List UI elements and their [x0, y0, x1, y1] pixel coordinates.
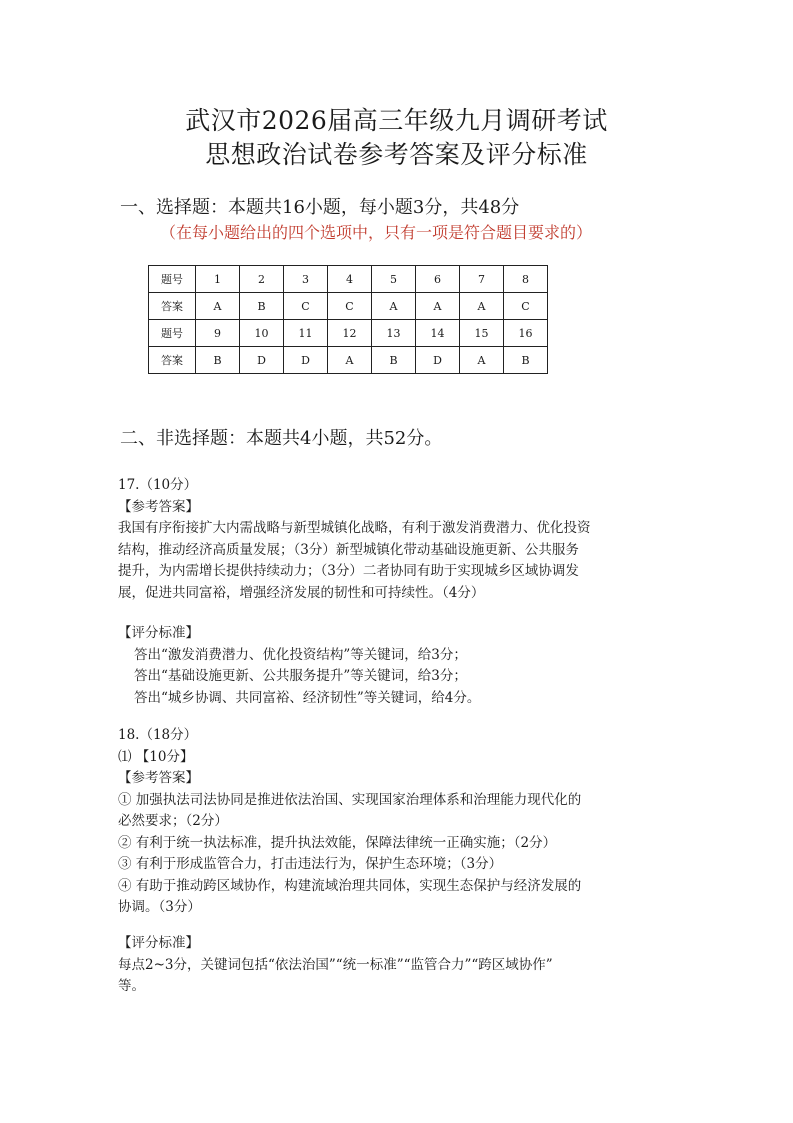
table-cell: A — [460, 293, 504, 320]
table-cell: 3 — [284, 266, 328, 293]
table-cell: 16 — [504, 320, 548, 347]
table-cell: 12 — [328, 320, 372, 347]
sub-question-label: ⑴ 【10分】 — [118, 748, 194, 765]
table-cell: 5 — [372, 266, 416, 293]
table-cell: 6 — [416, 266, 460, 293]
choice-answer-table — [148, 265, 548, 374]
question-18-criteria — [118, 933, 678, 998]
criteria-line: 每点2~3分，关键词包括“依法治国”“统一标准”“监管合力”“跨区域协作” — [118, 956, 553, 973]
question-17-answer — [118, 475, 678, 604]
table-cell: 15 — [460, 320, 504, 347]
reference-answer-label: 【参考答案】 — [118, 770, 199, 786]
table-cell: 10 — [240, 320, 284, 347]
question-number: 18.（18分） — [118, 727, 198, 743]
answer-line: ③ 有利于形成监管合力，打击违法行为，保护生态环境；（3分） — [118, 856, 503, 872]
table-cell: 14 — [416, 320, 460, 347]
answer-line: ① 加强执法司法协同是推进依法治国、实现国家治理体系和治理能力现代化的 — [118, 791, 582, 808]
title-line-1: 武汉市2026届高三年级九月调研考试 — [185, 106, 608, 135]
criteria-label: 【评分标准】 — [118, 935, 199, 951]
question-number: 17.（10分） — [118, 477, 198, 493]
table-cell: 13 — [372, 320, 416, 347]
table-cell: 9 — [196, 320, 240, 347]
answer-line: ④ 有助于推动跨区域协作，构建流域治理共同体，实现生态保护与经济发展的 — [118, 877, 582, 894]
table-cell: 8 — [504, 266, 548, 293]
table-cell: A — [372, 293, 416, 320]
answer-line: 结构，推动经济高质量发展；（3分）新型城镇化带动基础设施更新、公共服务 — [118, 541, 579, 558]
table-cell: A — [196, 293, 240, 320]
table-cell: 7 — [460, 266, 504, 293]
table-cell: C — [328, 293, 372, 320]
table-cell: D — [416, 347, 460, 374]
reference-answer-label: 【参考答案】 — [118, 498, 199, 515]
question-18-answer — [118, 725, 678, 919]
answer-line: 提升，为内需增长提供持续动力；（3分）二者协同有助于实现城乡区域协调发 — [118, 563, 579, 579]
table-cell: 答案 — [149, 293, 196, 320]
answer-line: 必然要求；（2分） — [118, 813, 228, 829]
table-row — [149, 293, 548, 320]
answer-line: 我国有序衔接扩大内需战略与新型城镇化战略，有利于激发消费潜力、优化投资 — [118, 520, 591, 536]
question-17-criteria — [118, 623, 678, 709]
criteria-line: 等。 — [118, 978, 145, 994]
table-cell: 题号 — [149, 266, 196, 293]
table-cell: B — [504, 347, 548, 374]
table-cell: C — [284, 293, 328, 320]
table-cell: C — [504, 293, 548, 320]
section1-note: （在每小题给出的四个选项中，只有一项是符合题目要求的） — [160, 223, 593, 242]
criteria-line: 答出“基础设施更新、公共服务提升”等关键词，给3分； — [134, 668, 467, 684]
table-cell: 题号 — [149, 320, 196, 347]
answer-line: ② 有利于统一执法标准，提升执法效能，保障法律统一正确实施；（2分） — [118, 834, 557, 851]
table-cell: A — [328, 347, 372, 374]
table-cell: A — [460, 347, 504, 374]
answer-line: 展，促进共同富裕，增强经济发展的韧性和可持续性。（4分） — [118, 584, 485, 601]
table-cell: 11 — [284, 320, 328, 347]
section2-heading: 二、非选择题：本题共4小题，共52分。 — [120, 428, 443, 449]
table-cell: D — [284, 347, 328, 374]
table-cell: B — [372, 347, 416, 374]
criteria-line: 答出“城乡协调、共同富裕、经济韧性”等关键词，给4分。 — [134, 689, 481, 706]
table-cell: A — [416, 293, 460, 320]
table-row — [149, 266, 548, 293]
table-cell: 2 — [240, 266, 284, 293]
table-cell: 1 — [196, 266, 240, 293]
criteria-line: 答出“激发消费潜力、优化投资结构”等关键词，给3分； — [134, 646, 467, 663]
section1-heading: 一、选择题：本题共16小题，每小题3分，共48分 — [120, 197, 520, 218]
table-cell: D — [240, 347, 284, 374]
table-row — [149, 347, 548, 374]
table-cell: 答案 — [149, 347, 196, 374]
answer-line: 协调。（3分） — [118, 899, 201, 915]
table-cell: B — [196, 347, 240, 374]
criteria-label: 【评分标准】 — [118, 625, 199, 641]
table-cell: B — [240, 293, 284, 320]
title-line-2: 思想政治试卷参考答案及评分标准 — [205, 140, 588, 169]
table-row — [149, 320, 548, 347]
table-cell: 4 — [328, 266, 372, 293]
